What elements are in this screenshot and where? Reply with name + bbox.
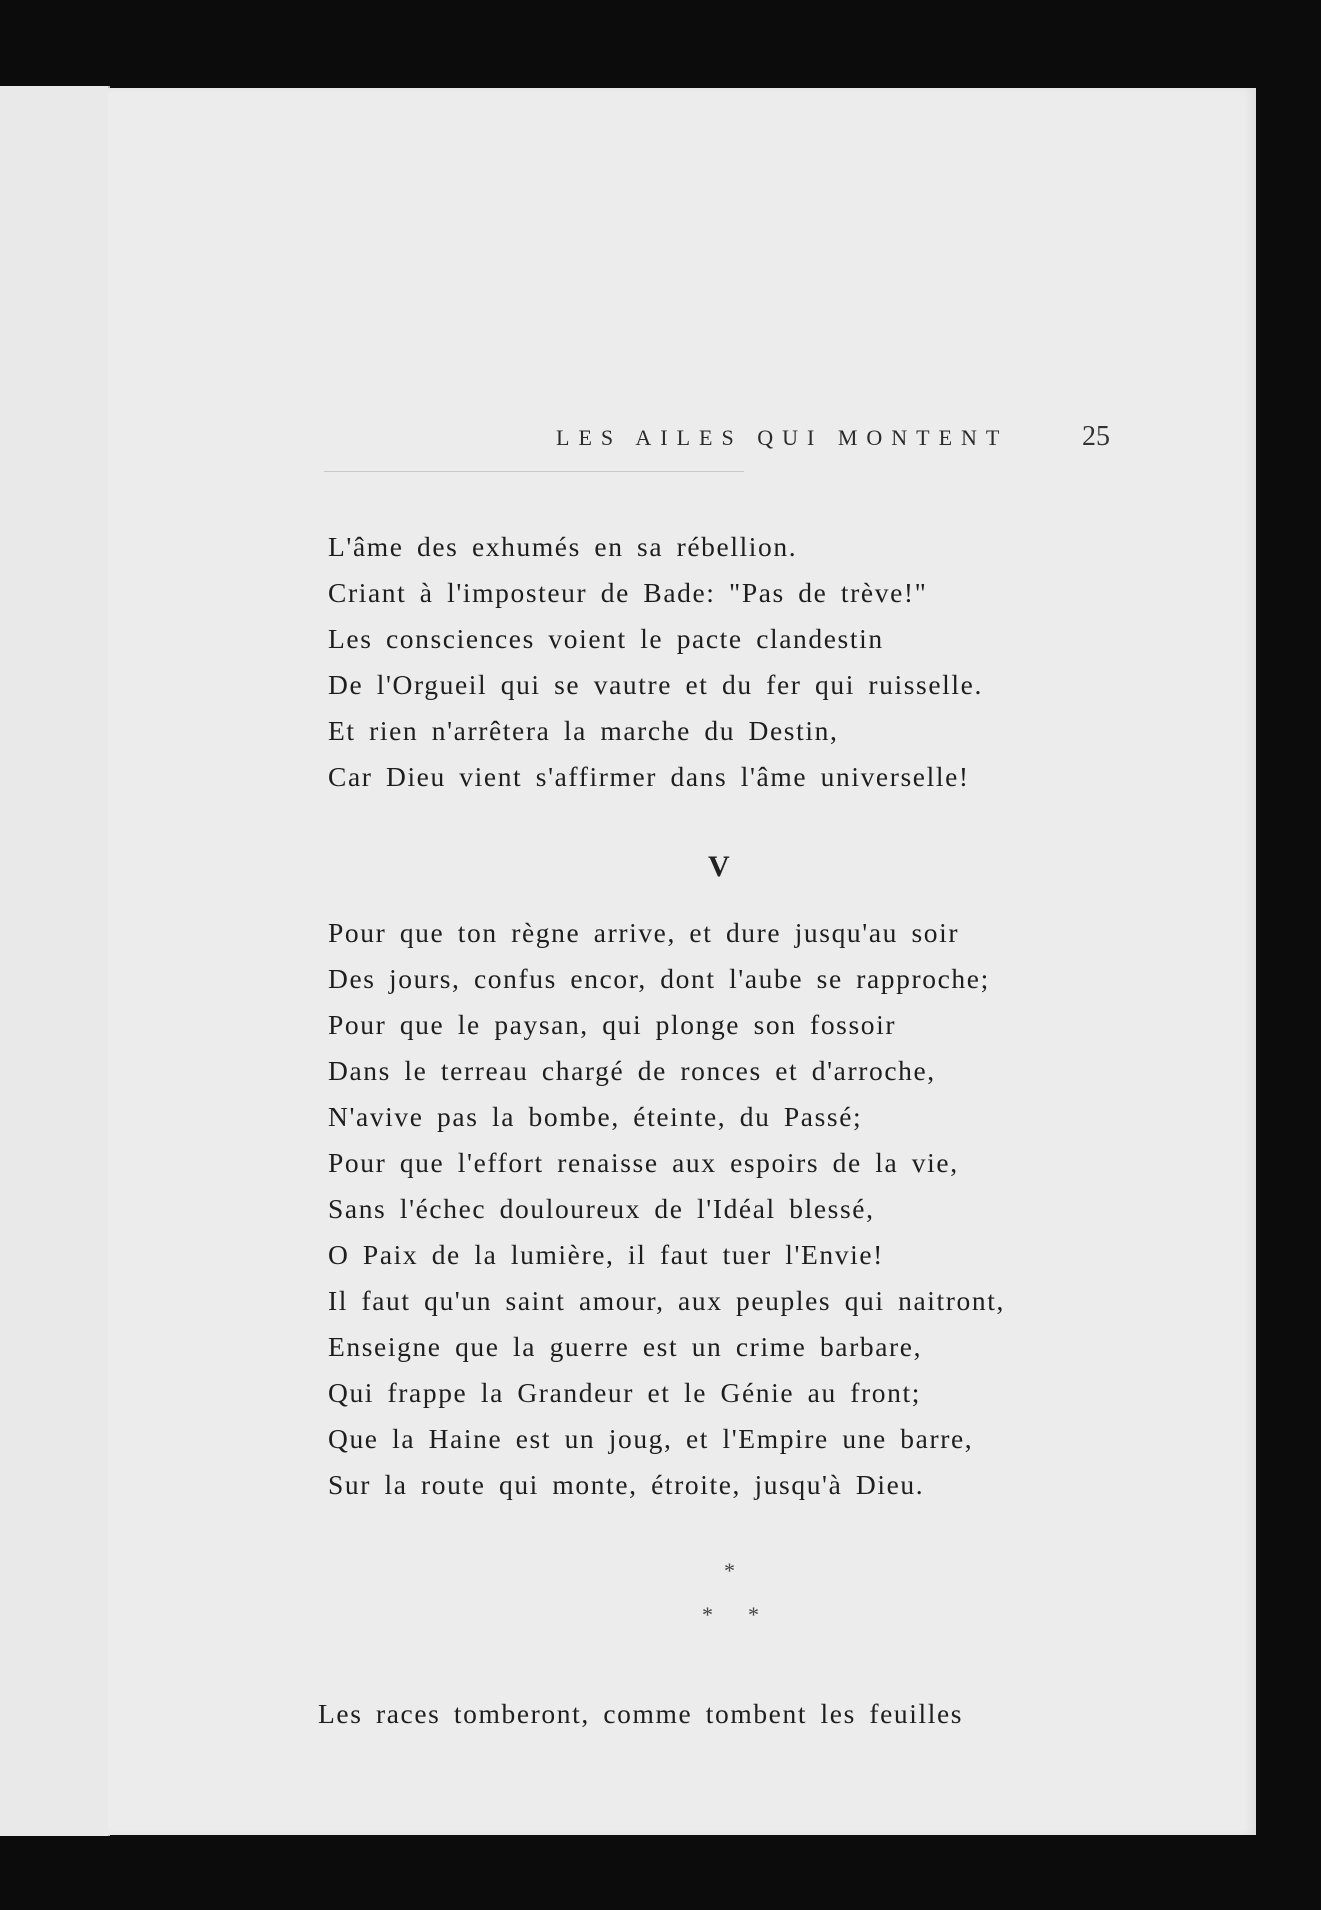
- running-head: [108, 421, 1256, 465]
- verse-line: O Paix de la lumière, il faut tuer l'Envie!: [328, 1239, 884, 1270]
- asterism-star: *: [748, 1602, 759, 1627]
- asterism: [668, 1558, 788, 1648]
- verse-line: Sur la route qui monte, étroite, jusqu'à Dieu.: [328, 1469, 925, 1500]
- verse-line: Des jours, confus encor, dont l'aube se rapproche;: [328, 963, 990, 994]
- verse-line: Enseigne que la guerre est un crime barbare,: [328, 1331, 923, 1362]
- stanza-1: [328, 524, 983, 800]
- asterism-star: *: [724, 1558, 735, 1583]
- facing-page-edge: [0, 86, 110, 1836]
- running-title: LES AILES QUI MONTENT: [556, 425, 1009, 450]
- verse-line: Qui frappe la Grandeur et le Génie au front;: [328, 1377, 921, 1408]
- verse-line: Pour que l'effort renaisse aux espoirs de la vie,: [328, 1147, 959, 1178]
- verse-line: Criant à l'imposteur de Bade: "Pas de trève!": [328, 577, 928, 608]
- verse-line: Il faut qu'un saint amour, aux peuples qui naitront,: [328, 1285, 1005, 1316]
- verse-line: De l'Orgueil qui se vautre et du fer qui ruisselle.: [328, 669, 983, 700]
- verse-line: Dans le terreau chargé de ronces et d'arroche,: [328, 1055, 936, 1086]
- header-rule: [324, 471, 744, 472]
- verse-line: N'avive pas la bombe, éteinte, du Passé;: [328, 1101, 863, 1132]
- verse-line: Que la Haine est un joug, et l'Empire une barre,: [328, 1423, 974, 1454]
- verse-line: Car Dieu vient s'affirmer dans l'âme universelle!: [328, 761, 970, 792]
- book-page: [108, 88, 1256, 1835]
- verse-line: Pour que ton règne arrive, et dure jusqu'au soir: [328, 917, 960, 948]
- asterism-star: *: [702, 1602, 713, 1627]
- verse-line: Les consciences voient le pacte clandestin: [328, 623, 884, 654]
- verse-line: Sans l'échec douloureux de l'Idéal blessé,: [328, 1193, 875, 1224]
- verse-line: Et rien n'arrêtera la marche du Destin,: [328, 715, 839, 746]
- verse-line: Pour que le paysan, qui plonge son fossoir: [328, 1009, 897, 1040]
- stanza-2: [328, 910, 1005, 1508]
- verse-line: L'âme des exhumés en sa rébellion.: [328, 531, 798, 562]
- next-stanza-first-line: Les races tomberont, comme tombent les feuilles: [318, 1698, 964, 1729]
- section-numeral: V: [708, 850, 730, 883]
- page-number: 25: [1082, 421, 1110, 452]
